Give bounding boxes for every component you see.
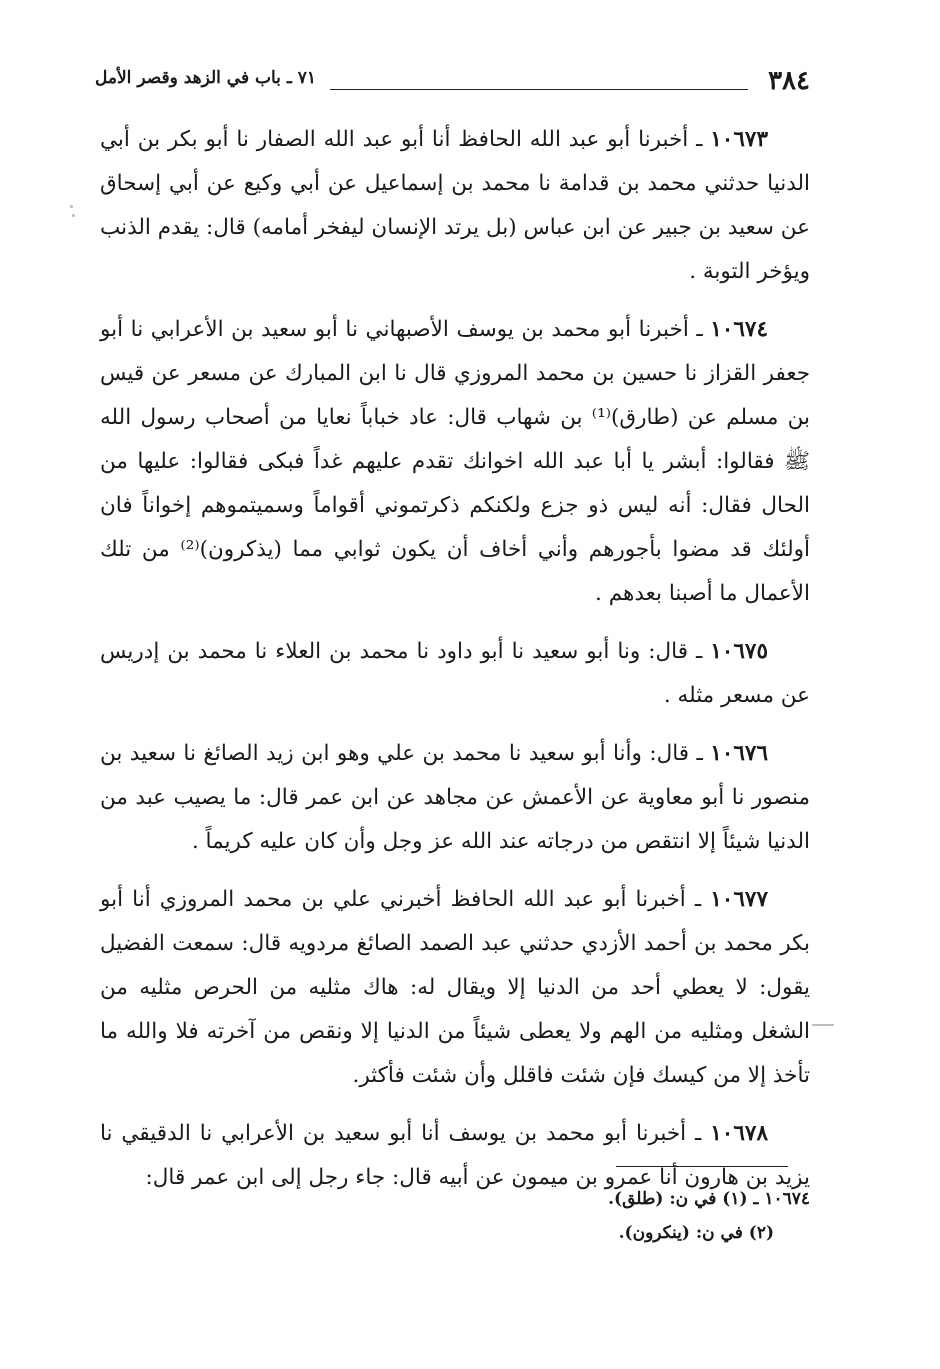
hadith-10676 [100, 732, 810, 864]
hadith-number: ١٠٦٧٦ [710, 741, 768, 766]
hadith-number: ١٠٦٧٤ [710, 317, 768, 342]
scan-speck [70, 205, 73, 208]
page-header [95, 62, 810, 102]
footnote-2: (٢) في ن: (ينكرون). [618, 1223, 774, 1243]
hadith-number: ١٠٦٧٧ [710, 887, 768, 912]
hadith-10677 [100, 878, 810, 1098]
footnote-separator [616, 1166, 788, 1167]
main-text [100, 118, 810, 1214]
hadith-text: ـ أخبرنا أبو عبد الله الحافظ أخبرني علي بن محمد المروزي أنا أبو بكر محمد بن أحمد الأزدي حدثني عبد الصمد الصائغ مردويه قال: سمعت الفضيل يقول: لا يعطي أحد من الدنيا إلا ويقال له: هاك مثليه من الحرص مثليه من الشغل ومثليه من الهم ولا يعطى شيئاً من الدنيا إلا ونقص من آخرته فلا والله ما تأخذ إلا من كيسك فإن شئت فاقلل وأن شئت فأكثر. [100, 887, 810, 1088]
page-number: ٣٨٤ [768, 66, 810, 96]
hadith-text: ـ قال: ونا أبو سعيد نا أبو داود نا محمد بن العلاء نا محمد بن إدريس عن مسعر مثله . [100, 639, 810, 708]
hadith-number: ١٠٦٧٣ [710, 127, 768, 152]
footnotes [250, 1182, 810, 1250]
header-rule [330, 89, 748, 90]
hadith-text: ـ قال: وأنا أبو سعيد نا محمد بن علي وهو ابن زيد الصائغ نا سعيد بن منصور نا أبو معاوية عن الأعمش عن مجاهد عن ابن عمر قال: ما يصيب عبد من الدنيا شيئاً إلا انتقص من درجاته عند الله عز وجل وأن كان عليه كريماً . [100, 741, 810, 854]
hadith-text: ـ أخبرنا أبو عبد الله الحافظ أنا أبو عبد الله الصفار نا أبو بكر بن أبي الدنيا حدثني محمد بن قدامة نا محمد بن إسماعيل عن أبي وكيع عن أبي إسحاق عن سعيد بن جبير عن ابن عباس (بل يرتد الإنسان ليفخر أمامه) قال: يقدم الذنب ويؤخر التوبة . [100, 127, 810, 284]
hadith-number: ١٠٦٧٥ [710, 639, 768, 664]
hadith-number: ١٠٦٧٨ [710, 1121, 768, 1146]
hadith-text: ـ أخبرنا أبو محمد بن يوسف أنا أبو سعيد بن الأعرابي نا الدقيقي نا يزيد بن هارون أنا عمرو بن ميمون عن أبيه قال: جاء رجل إلى ابن عمر قال: [100, 1121, 810, 1190]
scan-speck [812, 1024, 834, 1026]
scan-speck [72, 214, 75, 217]
hadith-10673 [100, 118, 810, 294]
footnote-1: ١٠٦٧٤ ـ (١) في ن: (طلق). [608, 1189, 810, 1209]
hadith-text: ـ أخبرنا أبو محمد بن يوسف الأصبهاني نا أبو سعيد بن الأعرابي نا أبو جعفر القزاز نا حسين بن محمد المروزي قال نا ابن المبارك عن مسعر عن قيس بن مسلم عن (طارق)⁽¹⁾ بن شهاب قال: عاد خباباً نعايا من أصحاب رسول الله ﷺ فقالوا: أبشر يا أبا عبد الله اخوانك تقدم عليهم غداً فبكى فقالوا: عليها من الحال فقال: أنه ليس ذو جزع ولكنكم ذكرتموني أقواماً وسميتموهم إخواناً فان أولئك قد مضوا بأجورهم وأني أخاف أن يكون ثوابي مما (يذكرون)⁽²⁾ من تلك الأعمال ما أصبنا بعدهم . [100, 317, 810, 606]
hadith-10674 [100, 308, 810, 616]
running-title: ٧١ ـ باب في الزهد وقصر الأمل [95, 68, 316, 88]
hadith-10675 [100, 630, 810, 718]
